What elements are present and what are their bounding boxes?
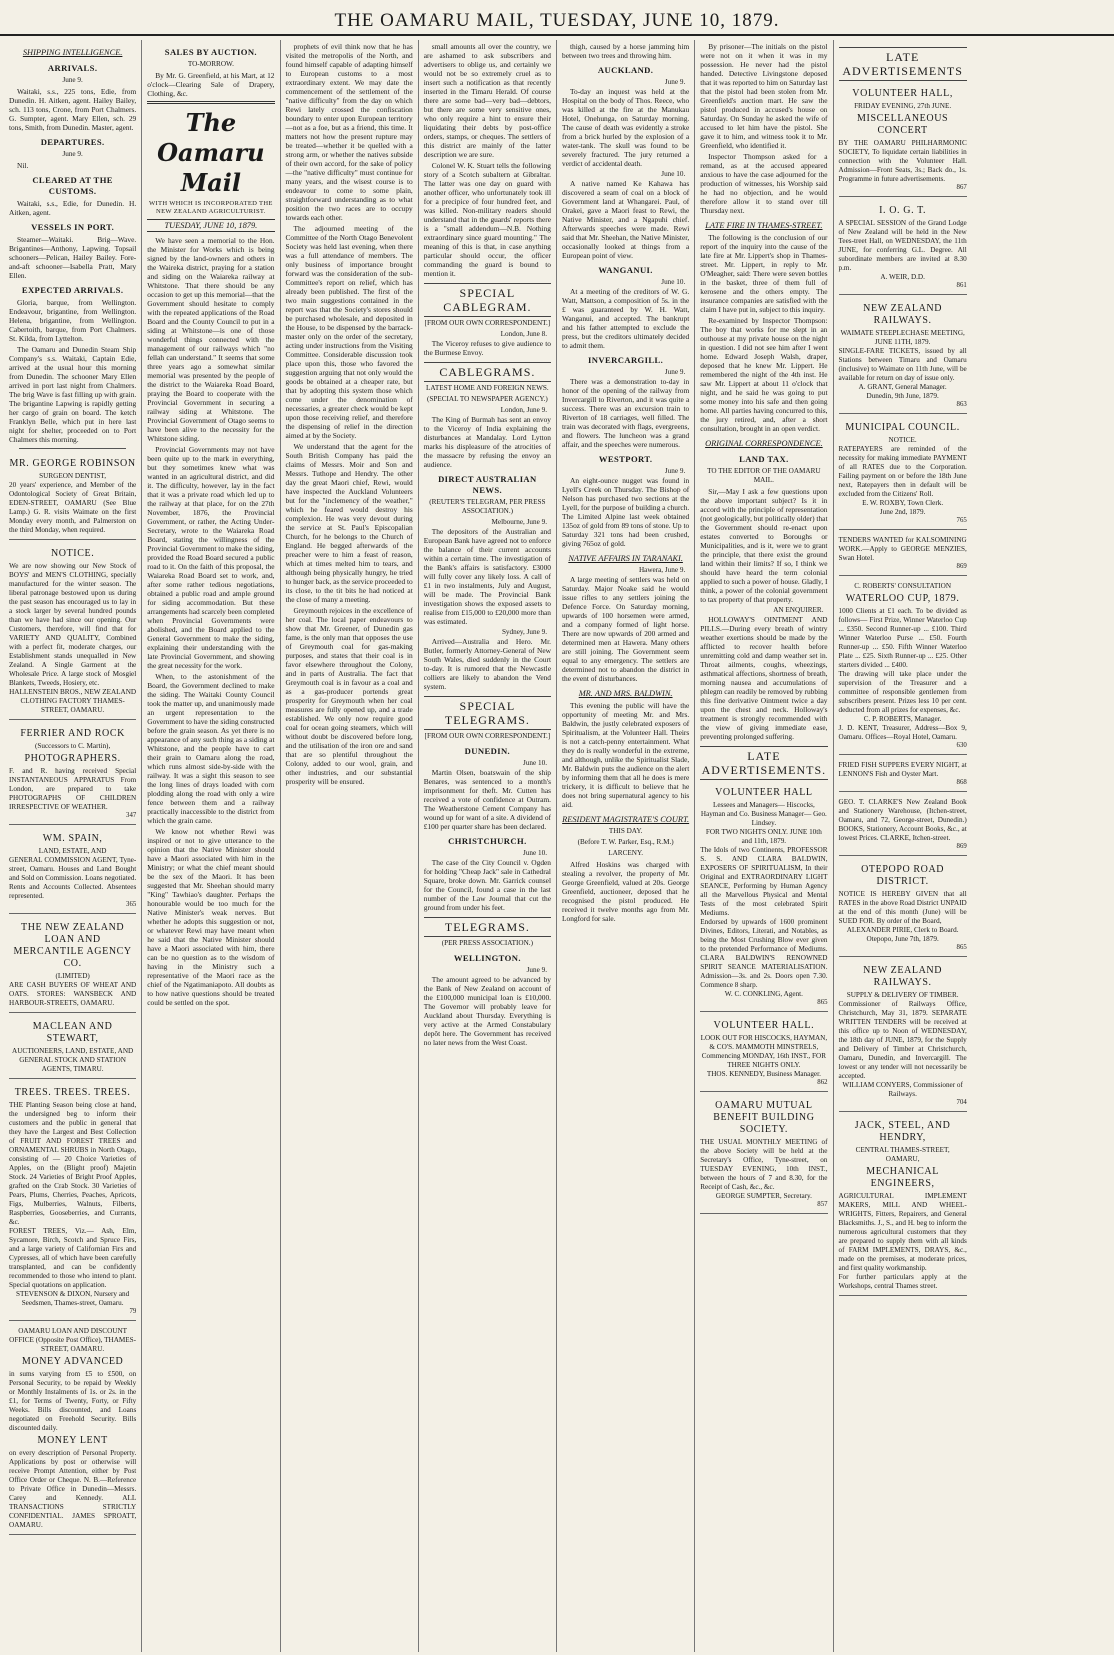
volunteer-hall-text-2: Endorsed by upwards of 1600 prominent Divines, Editors, Literati, and Notables, as being the Most Crushing Blow ever given to the pretended Performance of Mediums. CLARA BALDWIN'S RENOWNED SPIRIT SEANCE MATERIALISATION. Admission—3s. and 2s. Doors open 7.30. Commence 8 sharp. — [700, 918, 828, 989]
wanganui-heading: WANGANUI. — [598, 265, 653, 275]
auckland-dateline: June 9. — [664, 78, 686, 86]
paper-subtitle: WITH WHICH IS INCORPORATED THE NEW ZEALAND AGRICULTURIST. — [148, 200, 273, 215]
native-affairs-heading: NATIVE AFFAIRS IN TARANAKI. — [568, 554, 683, 563]
leader-paragraph-3: When, to the astonishment of the Board, the Government declined to make the siding. The Waitaki County Council took the matter up, and unanimously made an urgent representation to the Government to have the siding constructed before the grain season. As yet there is no appearance of any such thing as a siding at Whitstone, and the people have to cart their grain to Oamaru along the road, which runs almost side-by-side with the railway. It was a sight this season to see the long lines of drays loaded with corn plodding along the road with only a wire fence between them and a railway practically inaccessible to the district from which the grain came. — [147, 672, 275, 825]
special-telegrams-sub: [FROM OUR OWN CORRESPONDENT.] — [424, 732, 551, 740]
volunteer-hall-nights: FOR TWO NIGHTS ONLY. JUNE 10th and 11th, 1879. — [705, 828, 822, 845]
spain-tag: 365 — [126, 901, 137, 908]
cleared-text: Waitaki, s.s., Edie, for Dunedin. H. Aitken, agent. — [9, 199, 137, 217]
westport-dateline: June 9. — [664, 467, 686, 475]
departures-text: Nil. — [17, 161, 29, 170]
volunteer-hall-title: VOLUNTEER HALL, — [852, 88, 953, 99]
wellington-text: The amount agreed to be advanced by the Bank of New Zealand on account of the £100,000 municipal loan is £10,000. The Governor will probably leave for Auckland about Thursday. Everything is very active at the Armed Constabulary depôt here. The Government has received no later news from the West Coast. — [423, 975, 551, 1047]
consultation-heading: C. ROBERTS' CONSULTATION — [854, 582, 952, 590]
australian-news-heading: DIRECT AUSTRALIAN NEWS. — [438, 474, 537, 495]
concert-text: BY THE OAMARU PHILHARMONIC SOCIETY, To liquidate certain liabilities in connection with the Volunteer Hall. Admission—Front Seats, 3s.; Back do., 1s. Programme in future advertisements. — [838, 139, 967, 183]
telegrams-sub: (PER PRESS ASSOCIATION.) — [441, 939, 533, 947]
auckland-heading: AUCKLAND. — [597, 65, 654, 75]
railways-signature: A. GRANT, General Manager. — [858, 383, 947, 391]
municipal-signature: E. W. ROXBY, Town Clerk. — [862, 499, 944, 507]
westport-heading: WESTPORT. — [598, 454, 653, 464]
cablegrams-text: The King of Burmah has sent an envoy to the Viceroy of India explaining the disturbances at Mandalay. Lord Lytton marks his displeasure of the atrocities of the massacre by refusing the envoy an audience. — [423, 415, 551, 469]
invercargill-text: There was a demonstration to-day in honor of the opening of the railway from Invercargill to Riverton, and it was quite a success. There was an excursion train to Riverton of 18 carriages, well filled. The train was decorated with flags, evergreens, and flowers. The luncheon was a grand affair, and the speeches were numerous. — [562, 377, 690, 449]
dunedin-heading: DUNEDIN. — [464, 746, 511, 756]
municipal-sub: NOTICE. — [888, 436, 917, 444]
concert-title: MISCELLANEOUS CONCERT — [857, 113, 949, 136]
column-4 — [419, 40, 557, 1652]
cablegrams-dateline: London, June 9. — [500, 406, 547, 414]
volunteer-hall-agent: W. C. CONKLING, Agent. — [724, 990, 803, 998]
vessels-text: Steamer—Waitaki. Brig—Wave. Brigantines—Anthony, Lapwing. Topsail schooners—Pelican, Hailey Bailey. Fore-and-aft schooner—Isabella Pratt, Mary Ellen. — [9, 235, 137, 280]
article-paragraph-2: Inspector Thompson asked for a remand, as at the accused appeared anxious to have the case adjourned for the production of witnesses, his Worship said he had no objection, and he would therefore allow it to stand over till Thursday next. — [700, 152, 828, 215]
holloway-text: HOLLOWAY'S OINTMENT AND PILLS.—During every breath of wintry weather exertions should be made by the afflicted to recover health before unremitting cold and damp weather set in. Throat ailments, coughs, wheezings, asthmatical affections, shortness of breath, morning nausea and accumulations of phlegm can readily be removed by rubbing this fine derivative Ointment twice a day upon the chest and neck. Holloway's treatment is strongly recommended with the view of giving immediate ease, preventing prolonged suffering. — [700, 615, 828, 741]
oamaru-loan-office: OAMARU LOAN AND DISCOUNT OFFICE (Opposite Post Office), THAMES-STREET, OAMARU. — [9, 1327, 137, 1353]
railways-date: Dunedin, 9th June, 1879. — [866, 392, 939, 400]
money-heading: MONEY ADVANCED — [21, 1356, 124, 1367]
land-tax-sub: TO THE EDITOR OF THE OAMARU MAIL. — [707, 467, 821, 484]
dunedin-text: Martin Olsen, boatswain of the ship Benares, was sentenced to a month's imprisonment for theft. Mr. Cutten has received a vote of confidence at Outram. The Weatherstone Cement Company has wound up for want of a site. A dividend of £100 per quarter share has been declared. — [423, 768, 551, 831]
arrivals-text: Waitaki, s.s., 225 tons, Edie, from Dunedin. H. Aitken, agent. Hailey Bailey, sch. 113 tons, Crone, from Port Chalmers. G. Sumpter, agent. Mary Ellen, sch. 29 tons, Smith, from Dunedin. Master, agent. — [9, 87, 137, 132]
article-paragraph-1: small amounts all over the country, we are ashamed to ask subscribers and advertisers to oblige us, and certainly we would not be so extremely cruel as to insert such a notification as that recently inserted in the Timaru Herald. Of course there are some bad—very bad—debtors, but there are some very sensitive ones, who only require a hint to ensure their liquidating their debts by post-office orders, stamps, or cheques. The settlers of this district are mainly of the latter description we are sure. — [423, 42, 551, 159]
nzloan-text: ARE CASH BUYERS OF WHEAT AND OATS. STORES: WANSBECK AND HARBOUR-STREETS, OAMARU. — [9, 981, 137, 1007]
tenders-text: TENDERS WANTED for KALSOMINING WORK.—Apply to GEORGE MENZIES, Swan Hotel. — [838, 536, 967, 562]
leader-paragraph-2: Provincial Governments may not have been quite up to the mark in everything, but they sometimes knew what was wanted in an agricultural district, and did it. The difficulty, however, lay in the fact that it was a private road which led up to the railway at that place, for on the 27th November, 1876, the Provincial Government, or rather, the Acting Under-Secretary, wrote to the Waiareka Road Board, stating the willingness of the Provincial Government to make the siding, provided the Road Board secured a public road to it. On the faith of this proposal, the Waiareka Road Board set to work, and, after some rather tedious negotiations, obtained a public road and ample ground for siding accommodation. But these arrangements had scarcely been completed when Provincial Governments were abolished, and the Board applied to the General Government to make the siding, explaining their understanding with the late Provincial Government, and showing the great necessity for the work. — [147, 445, 275, 670]
volunteer-hall-tag: 865 — [817, 999, 828, 1006]
native-affairs-text: A large meeting of settlers was held on Saturday. Major Noake said he would issue rifles to any settlers joining the Defence Force. On Saturday morning, upwards of 100 horsemen were armed, and a company formed of light horse. There are now upwards of 200 armed and determined men at Hawera. Many others are still joining. The Government seem equal to any emergency. The settlers are determined not to abandon the district in the event of disturbances. — [562, 575, 690, 683]
robinson-name: MR. GEORGE ROBINSON — [9, 458, 136, 469]
trees-signature: STEVENSON & DIXON, Nursery and Seedsmen, Thames-street, Oamaru. — [16, 1290, 130, 1307]
timber-tag: 704 — [956, 1099, 967, 1106]
court-sub-2: (Before T. W. Parker, Esq., R.M.) — [577, 838, 674, 846]
column-1 — [4, 40, 142, 1652]
mutual-benefit-text: THE USUAL MONTHLY MEETING of the above Society will be held at the Secretary's Office, Tyne-street, on TUESDAY EVENING, 10th INST., between the hours of 7 and 8.30, for the Receipt of Cash, &c., &c. — [700, 1138, 828, 1191]
wanganui-text: At a meeting of the creditors of W. G. Watt, Mattson, a composition of 5s. in the £ was guaranteed by W. H. Watt, Wanganui, and accepted. The bankrupt and his father attempted to exclude the press, but the creditors ultimately decided to admit them. — [562, 287, 690, 350]
article-paragraph-1: prophets of evil think now that he has visited the metropolis of the North, and found himself capable of adapting himself to European customs to a most extraordinary extent. We may date the commencement of the settlement of the "native difficulty" from the day on which Rewi lately crossed the confiscation boundary to enter upon European territory—not as a foe, but as a friend, this time. It matters not how the present rupture may be treated—whether it be quelled with a strong arm, or whether the natives subside of their own accord, for the sake of policy—the "native difficulty" must continue for many years, and the wisest course is to endeavour to come to some plain, straightforward understanding as to what position the two races are to occupy towards each other. — [285, 42, 413, 222]
australian-news-text-2: Arrived—Australia and Hero. Mr. Butler, formerly Attorney-General of New South Wales, died suddenly in the Court to-day. It is rumored that the Newcastle colliers are likely to abandon the Vend system. — [423, 637, 551, 691]
court-sub: THIS DAY. — [608, 827, 643, 835]
sales-heading: SALES BY AUCTION. — [164, 47, 257, 57]
jack-steel-title: JACK, STEEL, AND HENDRY, — [854, 1120, 951, 1143]
court-heading: RESIDENT MAGISTRATE'S COURT. — [562, 815, 690, 824]
jack-steel-trade: MECHANICAL ENGINEERS, — [866, 1166, 939, 1189]
waterloo-cup-text: 1000 Clients at £1 each. To be divided as follows— First Prize, Winner Waterloo Cup ... £350. Second Runner-up ... £100. Third Winner Waterloo Purse ... £50. Fourth Runner-up ... £50. Fifth Winner Waterloo Plate ... £25. Sixth Runner-up ... £25. Other starters divided ... £400. — [838, 607, 967, 669]
vessels-heading: VESSELS IN PORT. — [31, 222, 115, 232]
article-paragraph-2: Colonel W. K. Stuart tells the following story of a Scotch subaltern at Gibraltar. The latter was one day on guard with another officer, who unfortunately took ill for a precipice of four hundred feet, and was killed. Non-military readers should understand that in the guards' reports there is a "small addendum—N.B. Nothing extraordinary since guard mounting." The meaning of this is that, in case anything particular should occur, the officer commanding the guard is bound to mention it. — [423, 161, 551, 278]
column-5 — [557, 40, 695, 1652]
divider — [19, 448, 126, 449]
sales-sub: TO-MORROW. — [187, 60, 234, 68]
shipping-news: The Oamaru and Dunedin Steam Ship Company's s.s. Waitaki, Captain Edie, arrived at the usual hour this morning from Dunedin. The schooner Mary Ellen arrived in port last night from Chalmers. The brig Wave is fast filling up with grain. The brigantine Lapwing is rapidly getting her cargo of grain on board. The ketch Franklyn Belle, which put in here last night for shelter, proceeded on to Port Chalmers this morning. — [9, 345, 137, 444]
otepopo-text: NOTICE IS HEREBY GIVEN that all RATES in the above Road District UNPAID at the end of this month (June) will be SUED FOR. By order of the Board, — [838, 890, 967, 925]
special-cablegram-sub: [FROM OUR OWN CORRESPONDENT.] — [424, 319, 551, 327]
otepopo-date: Otepopo, June 7th, 1879. — [866, 935, 939, 943]
article-paragraph-4: Greymouth rejoices in the excellence of her coal. The local paper endeavours to show that Mr. Greener, of Dunedin gas fame, is the only man that opposes the use of Greymouth coal for gas-making purposes, and states that their coal is in favor elsewhere throughout the Colony, and in parts of Australia. The fact that Greymouth coal is in favour as a coal and as a gas-producer portends great prosperity for Greymouth when her coal measures are fully opened up, and a trade established. We only now require good coal for ocean going steamers, which will without doubt be discovered before long, and the utilisation of the iron ore and sand that are so plentiful throughout the Colony, added to our wool, grain, and other industries, and our substantial prosperity will be ensured. — [285, 606, 413, 786]
newspaper-columns — [4, 40, 1110, 1652]
volunteer-hall-sub: Lessees and Managers— Hiscocks, Hayman and Co. Business Manager— Geo. Lindsey. — [700, 801, 827, 827]
timber-signature: WILLIAM CONYERS, Commissioner of Railways. — [842, 1081, 963, 1098]
otepopo-tag: 865 — [956, 944, 967, 951]
baldwin-text: This evening the public will have the opportunity of meeting Mr. and Mrs. Baldwin, the justly celebrated exposers of Spiritualism, at the Volunteer Hall. Theirs is not a catch-penny entertainment. What they do is really wonderful in the extreme, and although, unlike the Spiritualist Slade, Mr. Baldwin puts the audience on the alert by informing them that all he does is mere trickery, it is difficult to believe that he does not bring supernatural agency to his aid. — [562, 701, 690, 809]
volunteer-hall-2-signature: THOS. KENNEDY, Business Manager. — [706, 1070, 821, 1078]
christchurch-text: The case of the City Council v. Ogden for holding "Cheap Jack" sale in Cathedral Square, broke down. Mr. Garrick counsel for the Council, found a case in the last number of the Law Journal that cut the ground from under his feet. — [423, 858, 551, 912]
christchurch-heading: CHRISTCHURCH. — [448, 836, 527, 846]
robinson-title: SURGEON DENTIST, — [39, 472, 107, 480]
money-lent-heading: MONEY LENT — [37, 1435, 108, 1446]
fire-text-2: Re-examined by Inspector Thompson: The boy that works for me slept in an outhouse at my private house on the night in question. I did not see him after I went home. Edward Joseph Walsh, draper, deposed that he knew Mr. Lippert. He remembered the night of the 4th inst. He saw Mr. Lippert at about 11 o'clock that night, and he said he was going to put some money into his safe and then going home. All parties having concurred to this, the jury retired, and, after a short consultation, brought in an open verdict. — [700, 316, 828, 433]
spain-text: GENERAL COMMISSION AGENT, Tyne-street, Oamaru. Houses and Land Bought and Sold on Commission. Loans negotiated. Rents and Accounts Collected. Absentees represented. — [9, 856, 137, 900]
volunteer-hall-2-title: VOLUNTEER HALL. — [713, 1020, 815, 1031]
notice-heading: NOTICE. — [50, 548, 95, 559]
cleared-heading: CLEARED AT THE CUSTOMS. — [32, 175, 113, 196]
cablegrams-heading: CABLEGRAMS. — [424, 362, 551, 382]
masthead: THE OAMARU MAIL, TUESDAY, JUNE 10, 1879. — [0, 6, 1114, 36]
special-cablegram-dateline: London, June 8. — [500, 330, 547, 338]
municipal-tag: 765 — [956, 517, 967, 524]
otepopo-signature: ALEXANDER PIRIE, Clerk to Board. — [846, 926, 959, 934]
notice-text: We are now showing our New Stock of BOYS' and MEN'S CLOTHING, specially manufactured for the winter season. The liberal patronage bestowed upon us during the past season has encouraged us to lay in a stock larger by several hundred pounds than we have had since our opening. Our Customers, therefore, will find that for VARIETY AND QUALITY, Combined with a perfect fit, moderate charges, our Establishment stands unequalled in New Zealand. A Single Garment at the Wholesale Price. A large stock of Mosgiel Blankets, Tweeds, Hosiery, etc. — [9, 562, 137, 687]
christchurch-dateline: June 10. — [523, 849, 547, 857]
expected-text: Gloria, barque, from Wellington. Endeavour, brigantine, from Wellington. Helena, brigantine, from Wellington. Cabertoith, barque, from Port Chalmers. St. Kilda, from Lyttelton. — [9, 298, 137, 343]
invercargill-heading: INVERCARGILL. — [588, 355, 664, 365]
arrivals-date: June 9. — [62, 76, 83, 84]
sales-text: By Mr. G. Greenfield, at his Mart, at 12 o'clock—Clearing Sale of Drapery, Clothing, &c. — [147, 71, 275, 98]
kent-tag: 630 — [956, 742, 967, 749]
auckland-text: To-day an inquest was held at the Hospital on the body of Thos. Reece, who was killed at the fire at the Manukau Hotel, Onehunga, on Saturday morning. The cause of death was evidently a stroke from a brick hurled by the explosion of a water-tank. The skull was found to be severely fractured. The jury returned a verdict of accidental death. — [562, 87, 690, 168]
railways-title: WAIMATE STEEPLECHASE MEETING, JUNE 11TH, 1879. — [840, 329, 965, 346]
otepopo-heading: OTEPOPO ROAD DISTRICT. — [861, 864, 945, 887]
special-telegrams-heading: SPECIAL TELEGRAMS. — [424, 696, 551, 730]
nzloan-title: THE NEW ZEALAND LOAN AND MERCANTILE AGENCY CO. — [13, 922, 132, 969]
waterloo-cup-title: WATERLOO CUP, 1879. — [845, 593, 960, 604]
native-affairs-dateline: Hawera, June 9. — [638, 566, 686, 574]
iogt-tag: 861 — [956, 282, 967, 289]
wellington-dateline: June 9. — [526, 966, 547, 974]
money-text: in sums varying from £5 to £500, on Personal Security, to be repaid by Weekly or Monthly Instalments of 1s. or 2s. in the £1, for Terms of Twenty, Forty, or Fifty Weeks. Bills discounted, and Loans negotiated on Freehold Security. Bills discounted daily. — [9, 1370, 137, 1432]
dunedin-dateline: June 10. — [523, 759, 547, 767]
nzloan-sub: (LIMITED) — [55, 972, 90, 980]
column-2 — [142, 40, 280, 1652]
wellington-heading: WELLINGTON. — [453, 953, 521, 963]
special-cablegram-text: The Viceroy refuses to give audience to the Burmese Envoy. — [423, 339, 551, 357]
fire-heading: LATE FIRE IN THAMES-STREET. — [705, 221, 823, 230]
australian-news-text: The depositors of the Australian and European Bank have agreed not to enforce the balance of their current accounts within a certain time. The investigation of the Bank's affairs is satisfactory. £3000 will fully cover any likely loss. A call of £1 in two instalments, July and August, will be made. The Provincial Bank investigation shows the exposed assets to realise from £15,000 to £20,000 more than was estimated. — [423, 527, 551, 626]
kent-text: J. D. KENT, Treasurer, Address—Box 9, Oamaru. Offices—Royal Hotel, Oamaru. — [838, 724, 967, 741]
mutual-benefit-signature: GEORGE SUMPTER, Secretary. — [715, 1192, 812, 1200]
arrivals-heading: ARRIVALS. — [47, 63, 98, 73]
ferrier-title: FERRIER AND ROCK — [20, 728, 125, 739]
timber-title: SUPPLY & DELIVERY OF TIMBER. — [846, 991, 959, 999]
article-paragraph-3: We understand that the agent for the South British Company has paid the claims of Messrs. Moir and Son and Messrs. Tuthope and Hendry. The other day the great Maori chief, Rewi, would have inspected the Auckland Volunteers but for the "inclemency of the weather," which he feared would destroy his complexion. He was very devout during the service at St. Paul's Episcopalian Church, for he belongs to the Church of England. He begged afterwards of the preacher were to him a feast of reason, which at times melted him to tears, and although being physically hungry, he tried to hunger back, as the service proceeded to its close, to the tit bits he had noticed at the close of many a meeting. — [285, 442, 413, 604]
railways-heading: NEW ZEALAND RAILWAYS. — [863, 303, 943, 326]
auckland-text-2: A native named Ke Kahawa has discovered a seam of coal on a block of Government land at Whangarei. Paul, of Orakei, gave a Maori feast to Rewi, the Native Minister, and a Ngapuhi chief. Afterwards speeches were made. Rewi said that Mr. Sheehan, the Native Minister, occasionally looked at things from a European point of view. — [562, 179, 690, 260]
column-3 — [281, 40, 419, 1652]
waterloo-cup-signature: C. P. ROBERTS, Manager. — [863, 715, 942, 723]
westport-text: An eight-ounce nugget was found in Lyell's Creek on Thursday. The Bishop of Nelson has purchased two sections at the Lyell, for the purpose of building a church. The Limited Alpine last week obtained 135oz of gold from 89 tons of stone. Up to Saturday 321 tons had been crushed, giving 765oz of gold. — [562, 476, 690, 548]
article-paragraph-2: The adjourned meeting of the Committee of the North Otago Benevolent Society was held last evening, when there was a full attendance of members. The only business of importance brought forward was the consideration of the sub-Committee's report on relief, which has already been published. The first of the two main suggestions contained in the report was that the Society's stores should be purchased wholesale, and deposited in the House, to be dispensed by the barrack-master only on the order of the secretary, acting under instructions from the Visiting Committee. Considerable discussion took place upon this, those who favored the suggestion arguing that not only would the goods be obtained at a cheaper rate, but that by adopting this system those which come under the denomination of necessaries, a greater check would be kept upon those receiving relief, and therefore the dispensing of relief in the direction aimed at by the Society. — [285, 224, 413, 440]
telegrams-heading: TELEGRAMS. — [424, 917, 551, 937]
cablegrams-sub-2: (SPECIAL TO NEWSPAPER AGENCY.) — [426, 395, 548, 403]
paper-title: The Oamaru Mail — [157, 108, 265, 197]
expected-heading: EXPECTED ARRIVALS. — [21, 285, 124, 295]
australian-news-sub: (REUTER'S TELEGRAM, PER PRESS ASSOCIATION.) — [429, 498, 546, 515]
railways-text: SINGLE-FARE TICKETS, issued by all Stations between Timaru and Oamaru (inclusive) to Waimate on 11th June, will be available for return on day of issue only. — [838, 347, 967, 382]
volunteer-hall-title: VOLUNTEER HALL — [715, 787, 813, 798]
court-sub-3: LARCENY. — [608, 849, 644, 857]
column-7 — [834, 40, 972, 1652]
mutual-benefit-tag: 857 — [817, 1201, 828, 1208]
australian-news-dateline-2: Sydney, June 9. — [501, 628, 547, 636]
land-tax-signature: AN ENQUIRER. — [773, 606, 824, 614]
wanganui-dateline: June 10. — [661, 278, 686, 286]
volunteer-hall-2-text: LOOK OUT FOR HISCOCKS, HAYMAN, & CO'S. MAMMOTH MINSTRELS, Commencing MONDAY, 16th INST., FOR THREE NIGHTS ONLY. — [700, 1034, 828, 1069]
shipping-heading: SHIPPING INTELLIGENCE. — [22, 48, 123, 57]
waterloo-cup-text-2: The drawing will take place under the supervision of the Treasurer and a committee of responsible gentlemen from subscribers present. Prizes less 10 per cent. deducted from all prizes for expenses, &c. — [838, 670, 967, 714]
court-text: Alfred Hoskins was charged with stealing a revolver, the property of Mr. George Greenfield, valued at 20s. George Greenfield, auctioneer, deposed that he recognised the pistol produced. He received it twelve months ago from Mr. Longford for sale. — [562, 860, 690, 923]
maclean-title: MACLEAN AND STEWART, — [32, 1021, 113, 1044]
article-paragraph-1: thigh, caused by a horse jamming him between two trees and throwing him. — [562, 42, 690, 60]
cablegrams-sub: LATEST HOME AND FOREIGN NEWS. — [426, 384, 549, 392]
departures-date: June 9. — [62, 150, 83, 158]
iogt-heading: I. O. G. T. — [879, 205, 927, 216]
municipal-text: RATEPAYERS are reminded of the necessity for making immediate PAYMENT of all RATES due to the Corporation. Failing payment on or before the 18th June next, Ratepayers then in default will be excluded from the Citizens' Roll. — [838, 445, 967, 498]
baldwin-heading: MR. AND MRS. BALDWIN. — [578, 689, 673, 698]
correspondence-heading: ORIGINAL CORRESPONDENCE. — [705, 439, 823, 448]
fish-tag: 868 — [956, 779, 967, 786]
article-paragraph-1: By prisoner—The initials on the pistol were not on it when it was in my possession. He never had the pistol handed. Detective Livingstone deposed that it was reported to him on Saturday last that the pistol had been stolen from Mr. Greenfield's auction mart. He saw the pistol produced in accused's house on Saturday. On Sunday he asked the wife of accused to let him have the pistol. She gave it to him, and witness took it to Mr. Greenfield, who identified it. — [700, 42, 828, 150]
volunteer-hall-date: FRIDAY EVENING, 27th JUNE. — [854, 102, 952, 110]
railways-tag: 863 — [956, 401, 967, 408]
late-ads-heading: LATE ADVERTISEMENTS — [839, 47, 967, 81]
municipal-date: June 2nd, 1879. — [879, 508, 926, 516]
australian-news-dateline: Melbourne, June 9. — [491, 518, 547, 526]
robinson-text: 20 years' experience, and Member of the Odontological Society of Great Britain, EDEN-STREET, OAMARU (See Blue Lamp.) G. R. visits Waimate on the first Monday every month, and Palmerston on the third Monday, when required. — [9, 481, 137, 534]
ferrier-trade: PHOTOGRAPHERS. — [24, 753, 121, 764]
iogt-text: A SPECIAL SESSION of the Grand Lodge of New Zealand will be held in the New Tees-treet Hall, on WEDNESDAY, the 11th JUNE, for conferring G.L. Degree. All subordinate members are invited at 8.30 p.m. — [838, 219, 967, 272]
concert-tag: 867 — [956, 184, 967, 191]
iogt-signature: A. WEIR, D.D. — [880, 273, 925, 281]
land-tax-text: Sir,—May I ask a few questions upon the above important subject? Is it in accord with the principle of representation (not geologically, but politically older) that the Government should re-enact upon estates converted to Boroughs or Municipalities, and is it, were we to grant the principle, that there exist the ground land within their limits? If so, I think we should have heard the term colonial applied to such a power of house. Gladly, I think, a power of the colonial government to tax property of that property. — [700, 487, 828, 604]
money-lent-text: on every description of Personal Property. Applications by post or otherwise will receive Prompt Attention, either by Post Office Order or Cheque. N. B.—Reference to Private Office in Dunedin—Messrs. Carey and Kennedy. ALL TRANSACTIONS STRICTLY CONFIDENTIAL. JAMES SPROATT, OAMARU. — [9, 1449, 137, 1529]
trees-text: THE Planting Season being close at hand, the undersigned beg to inform their customers and the public in general that they have the Largest and Best Collection of FRUIT AND FOREST TREES and ORNAMENTAL SHRUBS in North Otago, consisting of — 20 Choice Varieties of Apples, on the (Blight proof) Majetin Stock. 24 Varieties of Bright Proof Apples, grafted on the Crab Stock. 30 Varieties of Pears, Plums, Cherries, Peaches, Apricots, Figs, Mulberries, Walnuts, Filberts, Raspberries, Gooseberries, and Currants, &c. — [9, 1101, 137, 1226]
jack-steel-text-2: For further particulars apply at the Workshops, central Thames street. — [838, 1273, 967, 1290]
paper-date: TUESDAY, JUNE 10, 1879. — [147, 219, 274, 232]
leader-paragraph-1: We have seen a memorial to the Hon. the Minister for Works which is being signed by the land-owners and others in the Waireka district, praying for a station and siding on the Waiareka railway at Whitstone. That there should be any occasion to get up this memorial—that the Government should hesitate to comply with the repeated applications of the Road Board and the County Council to put in a siding at Whitstone—is one of those wonderful things connected with the management of our railways which "no fellah can understand." It seems that some three years ago a somewhat similar memorial was presented by the people of the district to the Waiareka Road Board, praying the Board to cooperate with the Provincial Government in securing a railway siding at Whitstone. The Provincial Government of Otago seems to have been alive to the necessity for the Whitstone siding. — [147, 236, 275, 443]
volunteer-hall-text: The Idols of two Continents, PROFESSOR S. S. AND CLARA BALDWIN, EXPOSERS OF SPIRITUALISM, In their Original and EXTRAORDINARY LIGHT SEANCE, Performing by Human Agency all the Marvellous Physical and Mental Tests of the most celebrated Spirit Mediums. — [700, 846, 828, 917]
hallenstein-text: HALLENSTEIN BROS., NEW ZEALAND CLOTHING FACTORY THAMES-STREET, OAMARU. — [9, 688, 137, 714]
clarke-tag: 869 — [956, 843, 967, 850]
jack-steel-text: AGRICULTURAL IMPLEMENT MAKERS, MILL AND WHEEL-WRIGHTS, Fitters, Repairers, and General Blacksmiths. J., S., and H. beg to inform the numerous agricultural customers that they are prepared to supply them with all kinds of FARM IMPLEMENTS, DRAYS, &c., made on the premises, at moderate prices, and first quality workmanship. — [838, 1192, 967, 1272]
fish-text: FRIED FISH SUPPERS EVERY NIGHT, at LENNON'S Fish and Oyster Mart. — [838, 761, 967, 778]
leader-paragraph-4: We know not whether Rewi was inspired or not to give utterance to the opinion that the Native Minister should have a Maori associated with him in the Ministry; or what the chief meant should be the sex of the Maori. It has been suggested that Mr. Sheehan should marry "King" Tawhiao's daughter. Perhaps the honourable would be too much for the Native Minister's weak nerves. But whether he adopts this suggestion or not, or whatever Rewi may have meant when he said that the Native Minister should have a Maori associated with him, there can be no question as to the wisdom of having in the Ministry such a representative of the Maori race as the chief of the Ngatimaniapoto. All doubts as to how native questions should be treated could be settled on the spot. — [147, 827, 275, 1007]
trees-text-2: FOREST TREES, Viz.— Ash, Elm, Sycamore, Birch, Scotch and Spruce Firs, and a large variety of Californian Firs and Cypresses, all of which have been carefully transplanted, and can be confidently recommended to those who intend to plant. Special quotations on application. — [9, 1227, 137, 1289]
ferrier-sub: (Successors to C. Martin), — [34, 742, 111, 750]
late-ads-heading: LATE ADVERTISEMENTS. — [700, 746, 827, 780]
special-cablegram-heading: SPECIAL CABLEGRAM. — [424, 283, 551, 317]
departures-heading: DEPARTURES. — [40, 137, 105, 147]
timber-heading: NEW ZEALAND RAILWAYS. — [863, 965, 943, 988]
column-6 — [695, 40, 833, 1652]
municipal-heading: MUNICIPAL COUNCIL. — [845, 422, 960, 433]
trees-heading: TREES. TREES. TREES. — [14, 1087, 131, 1098]
auckland-dateline-2: June 10. — [661, 170, 686, 178]
fire-text: The following is the conclusion of our report of the inquiry into the cause of the late fire at Mr. Lippert's shop in Thames-street. Mr. Lippert, in reply to Mr. O'Meagher, said: There were seven bottles in the basket, three of them full of kerosene and the others empty. The insurance companies are satisfied with the claim I have put in, subject to this inquiry. — [700, 233, 828, 314]
jack-steel-sub: CENTRAL THAMES-STREET, OAMARU, — [855, 1146, 950, 1163]
mutual-benefit-heading: OAMARU MUTUAL BENEFIT BUILDING SOCIETY. — [713, 1100, 815, 1135]
tenders-tag: 869 — [956, 563, 967, 570]
trees-tag: 79 — [129, 1308, 137, 1315]
timber-text: Commissioner of Railways Office, Christchurch, May 31, 1879. SEPARATE WRITTEN TENDERS will be received at this office up to Noon of WEDNESDAY, the 18th day of JUNE, 1879, for the Supply and Delivery of Timber at Christchurch, Oamaru, Dunedin, and Invercargill. The lowest or any tender will not necessarily be accepted. — [838, 1000, 967, 1080]
land-tax-heading: LAND TAX. — [739, 454, 789, 464]
maclean-text: AUCTIONEERS, LAND, ESTATE, AND GENERAL STOCK AND STATION AGENTS, TIMARU. — [12, 1047, 134, 1073]
ferrier-tag: 347 — [126, 812, 137, 819]
invercargill-dateline: June 9. — [664, 368, 686, 376]
spain-title: WM. SPAIN, — [42, 833, 103, 844]
clarke-text: GEO. T. CLARKE'S New Zealand Book and Stationery Warehouse, (Itchen-street, Oamaru, and 72, George-street, Dunedin.) BOOKS, Stationery, Account Books, &c., at lowest Prices. CLARKE, Itchen-street. — [838, 798, 967, 842]
spain-sub: LAND, ESTATE, AND — [38, 847, 107, 855]
ferrier-text: F. and R. having received Special INSTANTANEOUS APPARATUS From London, are prepared to take PHOTOGRAPHS OF CHILDREN IRRESPECTIVE OF WEATHER. — [9, 767, 137, 811]
volunteer-hall-2-tag: 862 — [817, 1079, 828, 1086]
divider — [147, 101, 274, 104]
